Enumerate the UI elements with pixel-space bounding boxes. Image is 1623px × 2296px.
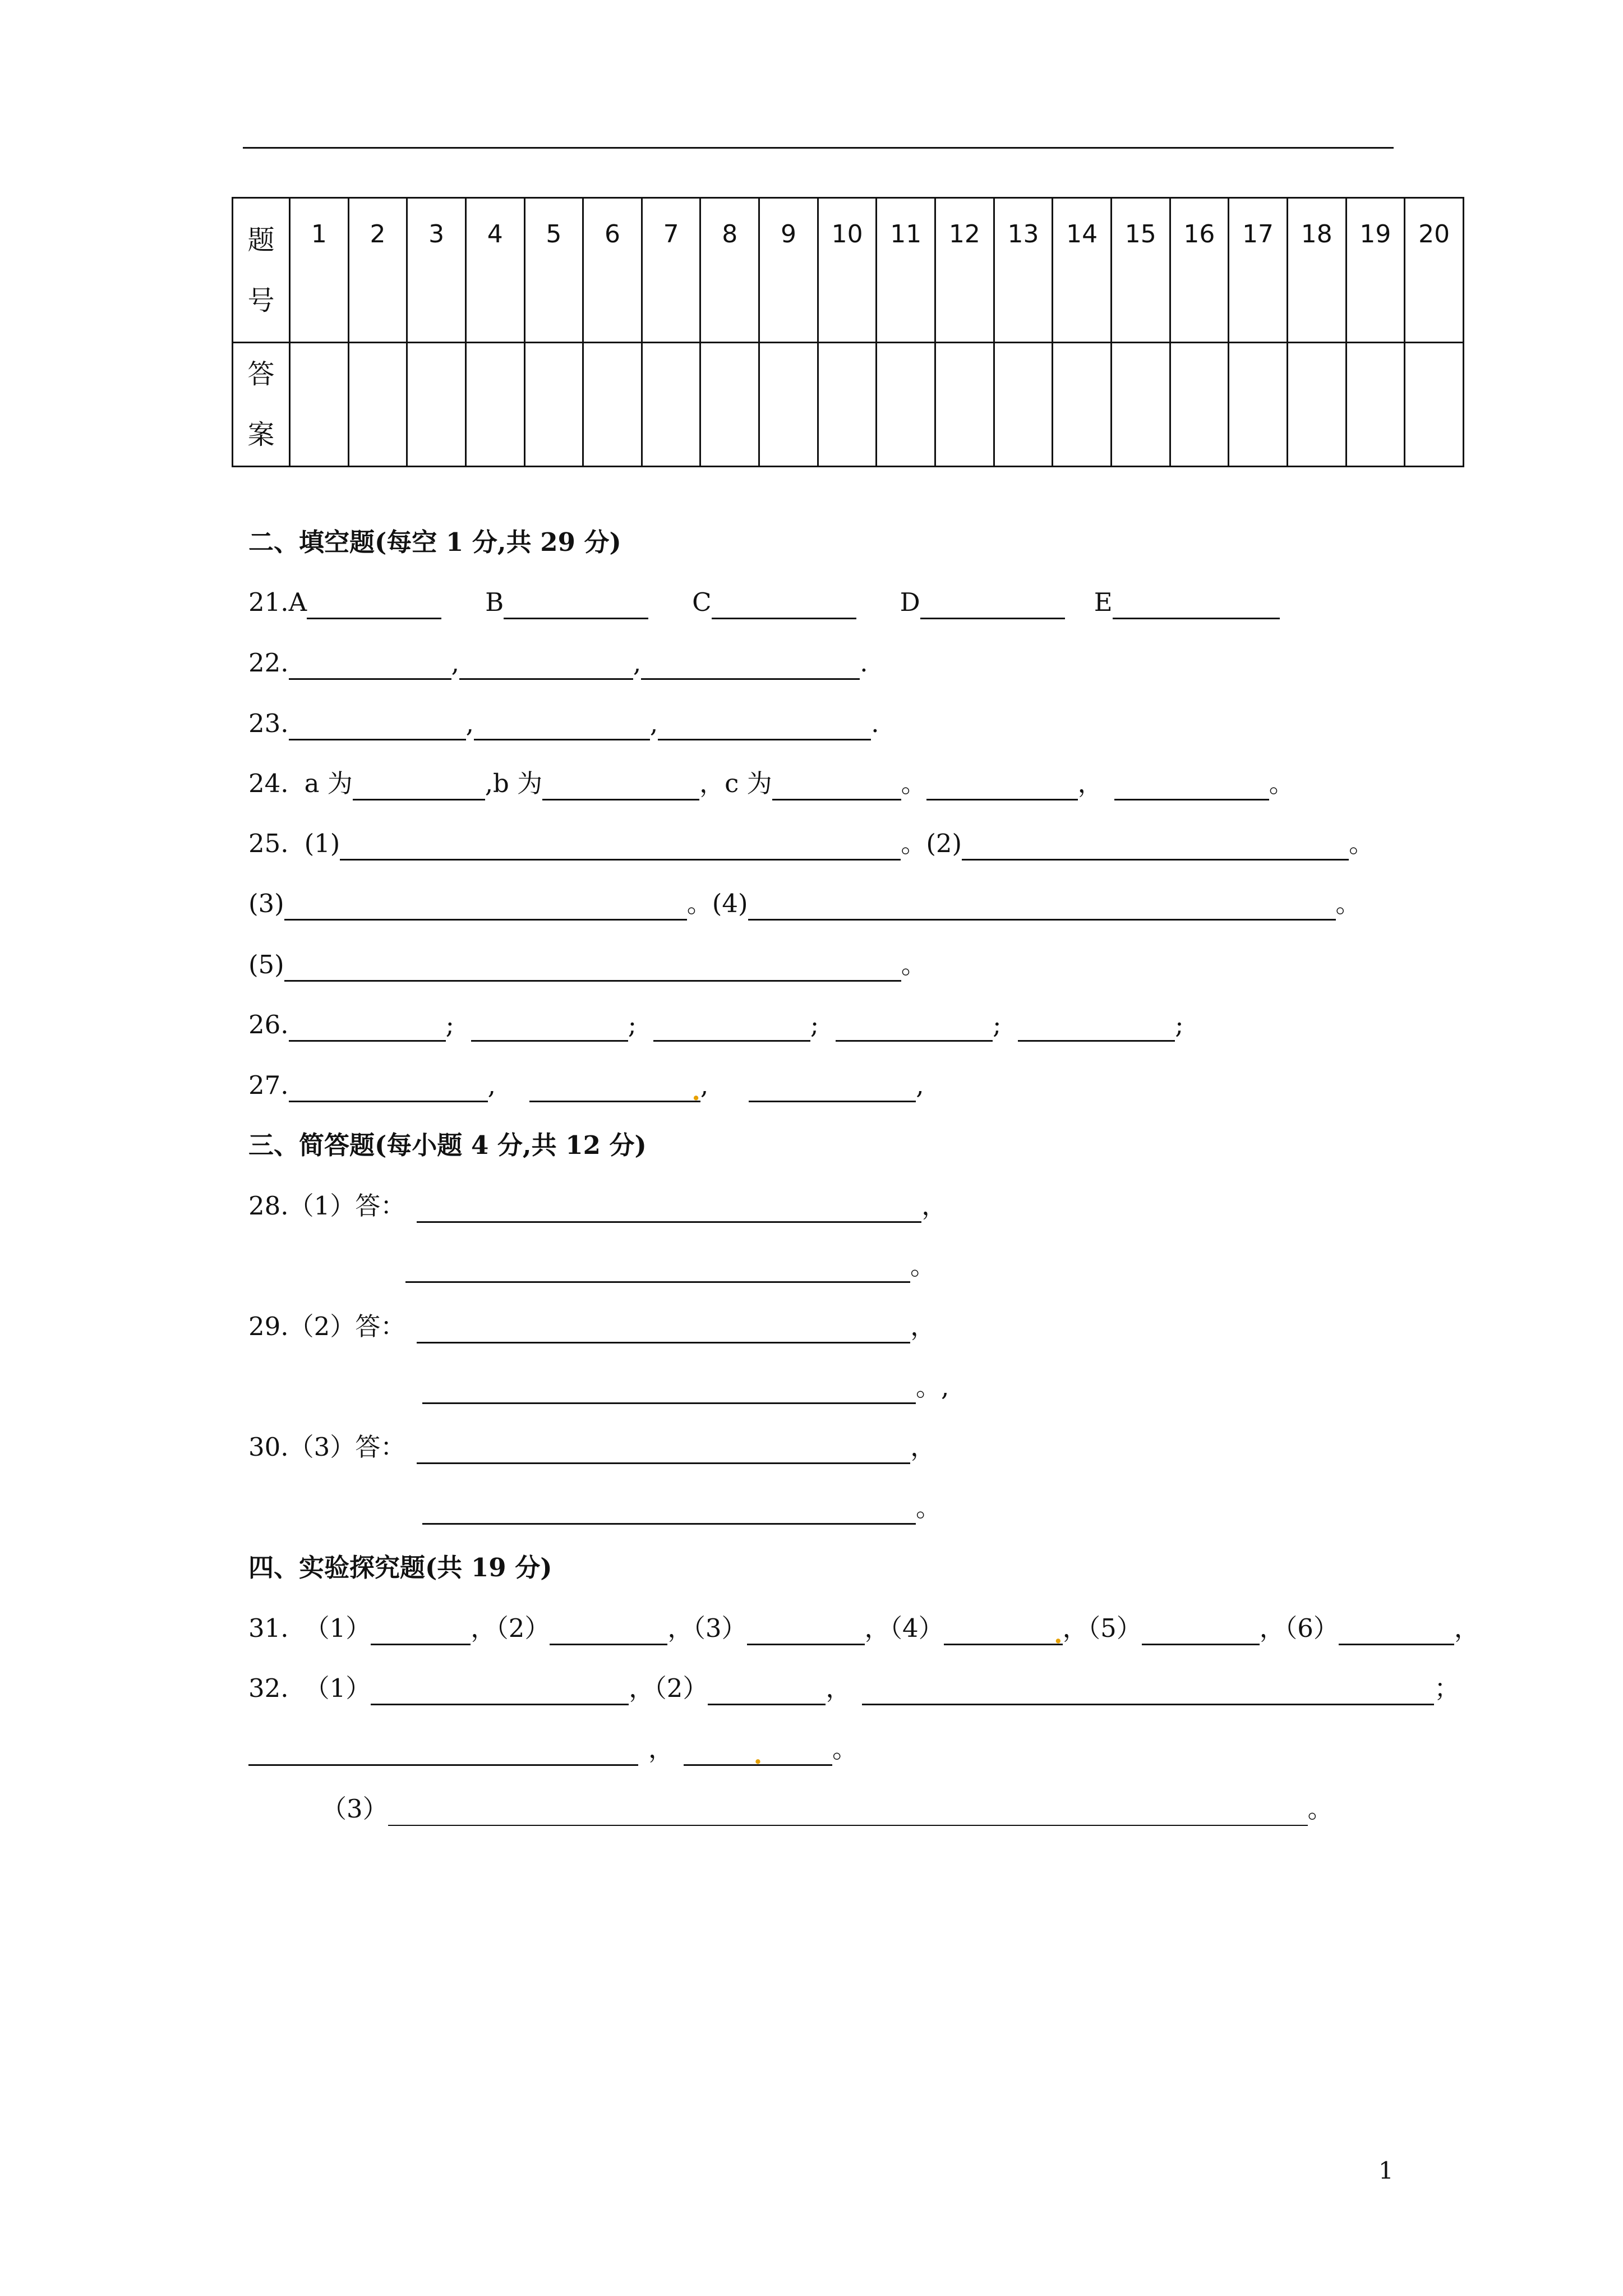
question-number-cell: 16	[1170, 198, 1229, 343]
question-32-line2: ， . 。	[248, 1732, 857, 1766]
question-number-cell: 1	[290, 198, 349, 343]
answer-blank[interactable]	[1339, 1618, 1454, 1645]
answer-cell[interactable]	[465, 343, 524, 467]
answer-blank[interactable]	[1114, 773, 1269, 800]
answer-blank[interactable]	[474, 713, 650, 740]
question-number-cell: 17	[1229, 198, 1288, 343]
section-short-answer-heading: 三、简答题(每小题 4 分,共 12 分)	[248, 1130, 647, 1160]
answer-cell[interactable]	[994, 343, 1053, 467]
question-32-part3: （3） 。	[321, 1792, 1333, 1826]
answer-blank[interactable]	[658, 713, 871, 740]
answer-blank[interactable]	[550, 1618, 667, 1645]
answer-blank[interactable]	[653, 1014, 810, 1042]
answer-cell[interactable]	[1170, 343, 1229, 467]
question-32: 32. （1） ，（2） ， ；	[248, 1672, 1459, 1705]
answer-blank[interactable]	[641, 652, 860, 680]
answer-blank[interactable]	[417, 1195, 921, 1223]
question-number-cell: 14	[1053, 198, 1112, 343]
question-29-line2: 。,	[422, 1370, 949, 1404]
question-number-cell: 10	[818, 198, 877, 343]
answer-blank[interactable]	[417, 1437, 910, 1464]
answer-blank[interactable]	[459, 652, 633, 680]
answer-blank[interactable]	[422, 1377, 916, 1404]
answer-blank[interactable]	[371, 1678, 629, 1705]
answer-cell[interactable]	[1111, 343, 1170, 467]
question-number-cell: 9	[759, 198, 818, 343]
answer-cell[interactable]	[1229, 343, 1288, 467]
answer-cell[interactable]	[1346, 343, 1405, 467]
answer-cell[interactable]	[935, 343, 994, 467]
question-number-cell: 12	[935, 198, 994, 343]
answer-blank[interactable]	[284, 954, 901, 982]
answer-cell[interactable]	[348, 343, 407, 467]
answer-blank[interactable]	[422, 1497, 916, 1525]
answer-blank[interactable]: .	[944, 1618, 1063, 1645]
answer-table-answer-row	[233, 343, 1464, 467]
answer-cell[interactable]	[407, 343, 466, 467]
answer-blank[interactable]	[1142, 1618, 1260, 1645]
answer-blank[interactable]	[405, 1255, 910, 1283]
answer-blank[interactable]	[1113, 592, 1280, 619]
question-25-part3-4: (3) 。(4) 。	[248, 887, 1361, 921]
answer-table-number-row	[233, 198, 1464, 343]
question-number-cell: 20	[1405, 198, 1464, 343]
answer-cell[interactable]	[583, 343, 642, 467]
answer-blank[interactable]	[471, 1014, 628, 1042]
answer-blank[interactable]	[504, 592, 648, 619]
answer-blank[interactable]	[708, 1678, 826, 1705]
question-28-line2: 。	[405, 1249, 935, 1283]
answer-blank[interactable]	[284, 893, 687, 921]
answer-blank[interactable]	[248, 1738, 638, 1766]
question-number-cell: 2	[348, 198, 407, 343]
answer-blank[interactable]	[749, 1075, 916, 1102]
answer-blank[interactable]	[772, 773, 901, 800]
answer-blank[interactable]	[920, 592, 1065, 619]
answer-blank[interactable]	[371, 1618, 471, 1645]
answer-blank[interactable]	[862, 1678, 1434, 1705]
answer-blank[interactable]	[289, 713, 466, 740]
answer-cell[interactable]	[759, 343, 818, 467]
answer-cell[interactable]	[1405, 343, 1464, 467]
answer-blank[interactable]	[289, 1075, 488, 1102]
answer-cell[interactable]	[524, 343, 583, 467]
answer-table	[232, 197, 1464, 467]
table-header-answer: 答 案	[233, 343, 290, 467]
header-rule	[243, 147, 1394, 149]
question-number-cell: 4	[465, 198, 524, 343]
question-27: 27. , ., ,	[248, 1070, 924, 1106]
question-number-cell: 18	[1287, 198, 1346, 343]
question-number-cell: 13	[994, 198, 1053, 343]
table-header-question-number: 题 号	[233, 198, 290, 343]
answer-blank[interactable]	[748, 893, 1336, 921]
answer-blank[interactable]	[836, 1014, 993, 1042]
answer-cell[interactable]	[1053, 343, 1112, 467]
answer-cell[interactable]	[1287, 343, 1346, 467]
question-22: 22. , , .	[248, 646, 868, 680]
question-28: 28.（1）答： ，	[248, 1189, 947, 1223]
answer-blank[interactable]	[926, 773, 1078, 800]
question-number-cell: 3	[407, 198, 466, 343]
answer-blank[interactable]	[542, 773, 699, 800]
answer-blank[interactable]	[340, 833, 901, 861]
question-25-part5: (5) 。	[248, 948, 926, 982]
question-25-part1-2: 25. (1) 。(2) 。	[248, 827, 1374, 861]
answer-blank[interactable]	[747, 1618, 865, 1645]
question-number-cell: 5	[524, 198, 583, 343]
section-experiment-heading: 四、实验探究题(共 19 分)	[248, 1553, 552, 1582]
question-30: 30.（3）答： ，	[248, 1430, 935, 1464]
page-number: 1	[1378, 2157, 1394, 2184]
answer-cell[interactable]	[877, 343, 935, 467]
answer-blank[interactable]: .	[684, 1738, 832, 1766]
section-fill-in-heading: 二、填空题(每空 1 分,共 29 分)	[248, 527, 621, 557]
answer-cell[interactable]	[290, 343, 349, 467]
question-21: 21.A B C D E	[248, 586, 1280, 619]
question-24: 24. a 为 ,b 为 ，c 为 。 ， 。	[248, 767, 1294, 800]
answer-blank[interactable]	[712, 592, 856, 619]
question-number-cell: 8	[700, 198, 759, 343]
answer-blank[interactable]	[353, 773, 485, 800]
question-23: 23. , , .	[248, 707, 879, 740]
answer-blank[interactable]	[962, 833, 1349, 861]
answer-blank[interactable]	[307, 592, 441, 619]
answer-cell[interactable]	[642, 343, 700, 467]
answer-cell[interactable]	[818, 343, 877, 467]
answer-blank[interactable]	[1018, 1014, 1175, 1042]
question-31: 31. （1） ，（2） ，（3） ，（4） .，（5） ，（6） ，	[248, 1613, 1479, 1649]
question-26: 26. ; ; ; ; ;	[248, 1008, 1183, 1042]
answer-blank[interactable]	[417, 1316, 910, 1343]
question-29: 29.（2）答： ，	[248, 1310, 935, 1343]
question-30-line2: 。	[422, 1491, 941, 1525]
question-number-cell: 6	[583, 198, 642, 343]
answer-blank[interactable]	[289, 652, 451, 680]
answer-blank[interactable]	[289, 1014, 446, 1042]
question-number-cell: 15	[1111, 198, 1170, 343]
question-number-cell: 11	[877, 198, 935, 343]
answer-blank[interactable]: .	[529, 1075, 700, 1102]
answer-blank[interactable]	[388, 1799, 1308, 1826]
question-number-cell: 7	[642, 198, 700, 343]
question-number-cell: 19	[1346, 198, 1405, 343]
answer-cell[interactable]	[700, 343, 759, 467]
